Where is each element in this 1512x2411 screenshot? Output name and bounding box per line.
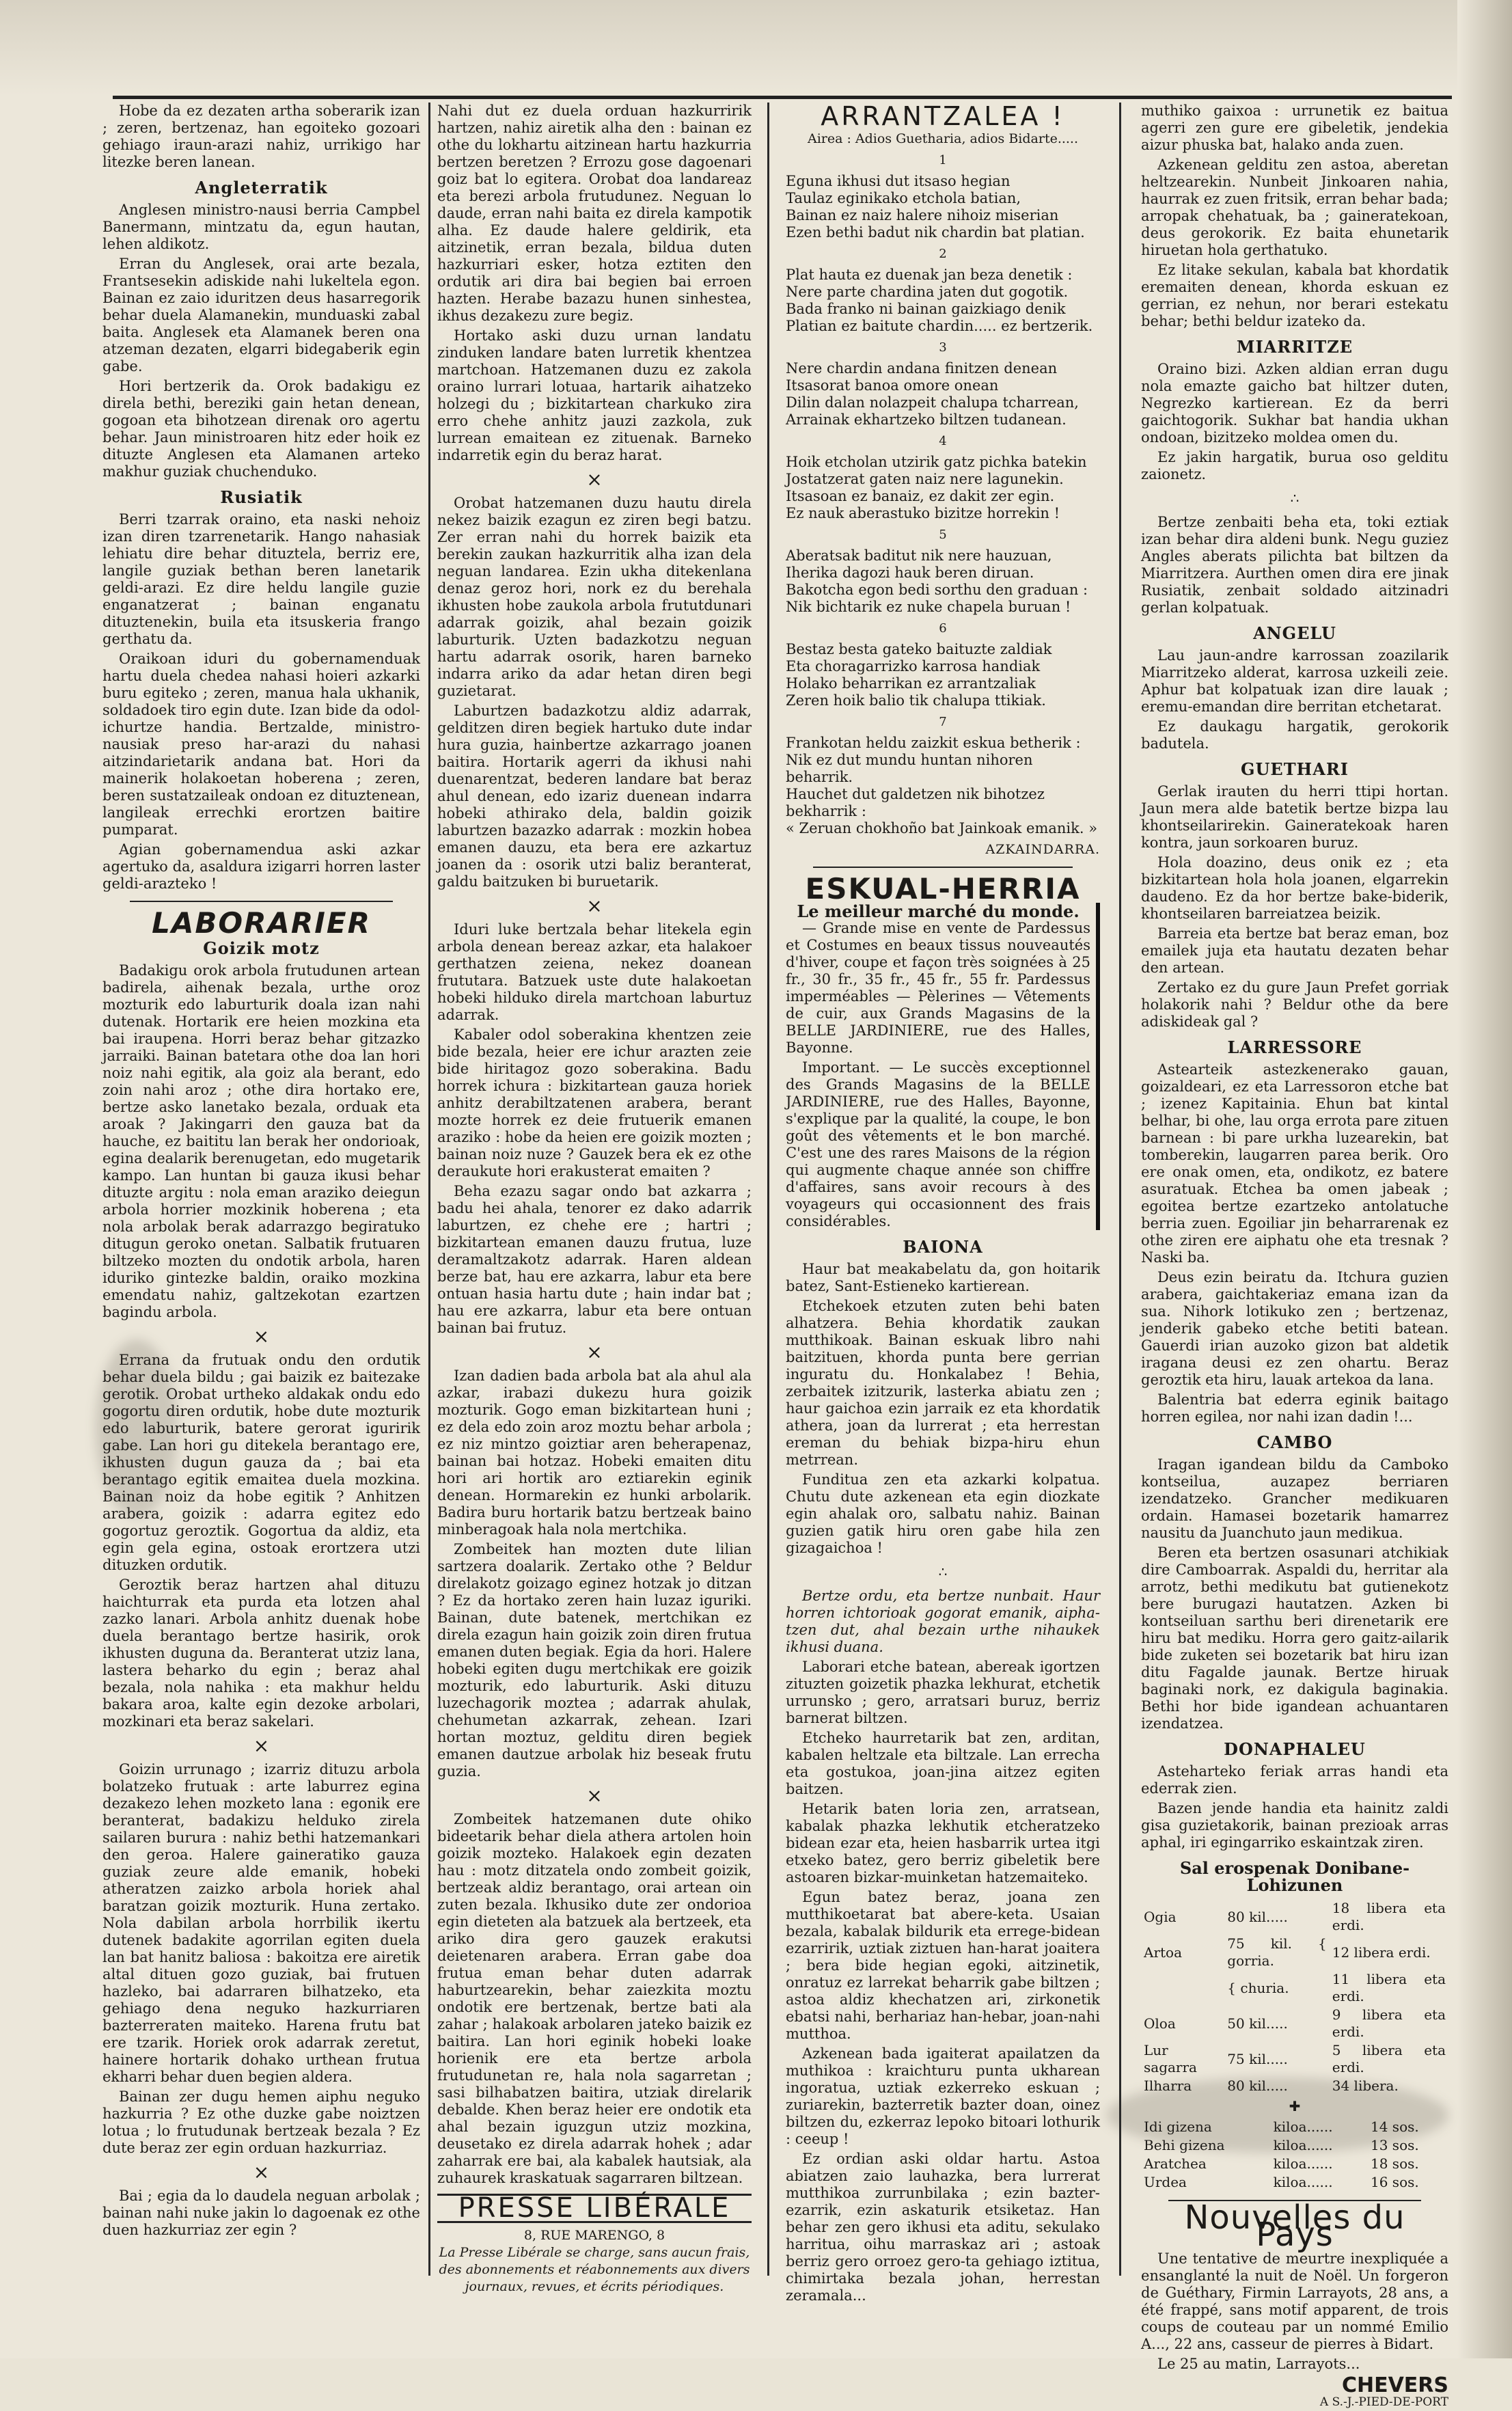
verse-line: Bestaz besta gateko baituzte zaldiak: [786, 641, 1052, 657]
verse-line: Bakotcha egon bedi sorthu den graduan :: [786, 582, 1088, 598]
table-cell: 18 sos.: [1371, 2155, 1419, 2172]
table-cell: 5 libera eta erdi.: [1332, 2042, 1446, 2075]
article-title: Goizik motz: [203, 938, 320, 958]
table-cell: Urdea: [1144, 2174, 1187, 2190]
paragraph: Haur bat meakabelatu da, gon hoitarik batez, Sant-Estieneko kartierean.: [786, 1261, 1100, 1294]
paragraph: Zombeitek han mozten dute lilian sartzera doalarik. Zertako othe ? Beldur direlakotz goizago eginez hotzak jo ditzan ? Ez da hortako zeren hain luzaz iguriki. Bainan, dute batenek, mertchikan ez direla ezagun hain goizik zoin diren frutua emanen duten begiak. Egia da hori. Halere hobeki egiten dugu mertchikak ere goizik mozturik, edo laburturik. Aski dituzu luzechagorik moztea ; adarrak ahulak, chehumetan azkarrak, zehean. Izari hortan moztuz, gelditu diren begiek emanen dautzue arbolak hiz beseak frutu guzia.: [437, 1541, 752, 1780]
verse-line: Eguna ikhusi dut itsaso hegian: [786, 173, 1011, 189]
table-cell: 14 sos.: [1371, 2119, 1419, 2135]
paragraph: Badakigu orok arbola frutudunen artean badirela, aihenak bezala, urthe oroz mozturik edo laburturik doala izan nahi dutenak. Hortarik ere heien mozkina eta bai iraupena. Horri beraz behar gitzazko jarraiki. Bainan batetara othe doa lan hori noiz nahi egitik, ala goiz ala berant, edo zoin nahi aroz ; othe dira hortako ere, bertze asko lanetako bezala, orduak eta aroak ? Jakingarri den gauza bat da hauche, ez baititu lan berak her ondorioak, egina dealarik berenugetan, edo mugetarik kampo. Lan huntan bi gauza ikusi behar dituzte argitu : nola eman araziko deiegun arbola horrier mozkinik hoberena ; eta nola arbolak berak adarrazgo begiratuko ditugun geroko onetan. Salbatik frutuaren biltzeko mozten du ondotik arbola, haren iduriko gintezke baldin, oraiko mozkina emendatu nahiz, galtzekotan ezartzen bagindu arbola.: [102, 962, 420, 1320]
separator-cross: ×: [253, 1325, 270, 1348]
separator-cross: ×: [586, 895, 603, 917]
column-rule: [1119, 103, 1121, 2276]
table-cell: 34 libera.: [1332, 2078, 1399, 2094]
table-cell: Behi gizena: [1144, 2137, 1225, 2153]
paragraph: Ez jakin hargatik, burua oso gelditu zaionetz.: [1141, 449, 1448, 482]
section-title: ANGELU: [1253, 623, 1336, 643]
paragraph: Oraino bizi. Azken aldian erran dugu nola emazte gaicho bat hiltzer duten, Negrezko kartierean. Ez da berri gaichtogorik. Sukhar bat handia ukhan ondoan, bizitzeko moldea omen du.: [1141, 361, 1448, 446]
grain-price-table: [1141, 1899, 1448, 2095]
paragraph: Iragan igandean bildu da Camboko kontseilua, auzapez berriaren izendatzeko. Grancher medikuaren ordain. Hamasei bozetarik hamarrez nausitu da Juanchuto jaun medikua.: [1141, 1456, 1448, 1541]
table-cell: kiloa......: [1273, 2137, 1333, 2153]
verse-number: 1: [939, 153, 947, 167]
poem-air: Airea : Adios Guetharia, adios Bidarte.....: [807, 131, 1079, 146]
paragraph: Bai ; egia da lo daudela neguan arbolak ; bainan nahi nuke jakin lo dagoenak ez othe duen hazkurriaz zer egin ?: [102, 2188, 420, 2238]
verse-number: 3: [939, 340, 947, 355]
paragraph: Etcheko haurretarik bat zen, arditan, kabalen heltzale eta biltzale. Lan errecha eta gostukoa, joan-jina aitzez egiten baitzen.: [786, 1730, 1100, 1797]
table-cell: 18 libera eta erdi.: [1332, 1900, 1446, 1933]
separator-star: ✚: [1289, 2098, 1301, 2114]
poem-signature: AZKAINDARRA.: [985, 842, 1100, 857]
paragraph: Bertze zenbaiti beha eta, toki eztiak izan behar dira aldeni bunk. Negu guziez Angles aberats pilichta bat biltzen da Miarritzera. Aurthen omen dira ere jinak Rusiatik, zenbait soldado aitzinadri gerlan kolpatuak.: [1141, 514, 1448, 616]
separator-cross: ×: [253, 1734, 270, 1757]
section-title: Rusiatik: [220, 487, 303, 507]
verse-line: Arrainak ekhartzeko biltzen tudanean.: [786, 411, 1067, 428]
verse-line: Holako beharrikan ez arrantzaliak: [786, 675, 1036, 692]
section-title: GUETHARI: [1240, 759, 1349, 779]
separator-dots: ∴: [938, 1564, 948, 1580]
table-cell: 50 kil.....: [1227, 2015, 1288, 2032]
section-title: MIARRITZE: [1236, 337, 1353, 357]
table-cell: Oloa: [1144, 2015, 1176, 2032]
verse-line: Nik ez dut mundu huntan nihoren beharrik.: [786, 752, 1033, 785]
verse-line: Aberatsak baditut nik nere hauzuan,: [786, 547, 1052, 564]
paragraph: Balentria bat ederra eginik baitago horren egilea, nor nahi izan dadin !...: [1141, 1391, 1448, 1425]
meat-price-table: [1141, 2118, 1448, 2192]
verse-line: Nik bichtarik ez nuke chapela buruan !: [786, 599, 1071, 615]
table-cell: 75 kil.....: [1227, 2050, 1288, 2067]
nouvelles-title: Nouvelles du Pays: [1184, 2198, 1405, 2254]
section-title: LARRESSORE: [1227, 1037, 1362, 1057]
market-title: Sal erospenak Donibane-Lohizunen: [1179, 1858, 1410, 1895]
table-cell: 11 libera eta erdi.: [1332, 1971, 1446, 2004]
table-cell: Ogia: [1144, 1908, 1177, 1925]
paragraph: Ez litake sekulan, kabala bat khordatik eremaiten denean, khorda eskuan ez gerrian, ez nehun, nor berari estekatu behar; bethi beldur izateko da.: [1141, 262, 1448, 329]
table-row: [1141, 2173, 1448, 2192]
table-cell: kiloa......: [1273, 2174, 1333, 2190]
verse-line: Hoik etcholan utzirik gatz pichka batekin: [786, 454, 1087, 470]
table-row: [1141, 2077, 1448, 2095]
verse-line: Hauchet dut galdetzen nik bihotzez bekharrik :: [786, 786, 1045, 819]
advertisement: [786, 903, 1100, 1230]
paragraph: Le 25 au matin, Larrayots...: [1157, 2356, 1360, 2372]
verse-number: 7: [939, 715, 947, 729]
verse-number: 4: [939, 434, 947, 448]
column-rule: [428, 103, 430, 2276]
paragraph: Orobat hatzemanen duzu hautu direla nekez baizik ezagun ez ziren begi batzu. Zer erran nahi du horrek baizik eta berekin zaukan hazkurritik alha izan dela neguan landarea. Ezin ukha ditekenlana denaz geroz hori, nork ez du berehala ikhusten hobe zaukola arbola frututdunari adarrak goizik, ahal bezain goizik laburturik. Uzten badazkotzu neguan hartu adarrak osorik, haren barneko indarra ariko da adar hetan diren begi guzietarat.: [437, 495, 752, 699]
verse-line: Platian ez baitute chardin..... ez bertzerik.: [786, 318, 1093, 334]
verse-number: 6: [939, 621, 947, 636]
separator-cross: ×: [586, 468, 603, 491]
table-cell: 9 libera eta erdi.: [1332, 2006, 1446, 2040]
ad-text: — Grande mise en vente de Pardessus et Costumes en beaux tissus nouveautés d'hiver, coupe et façon très soignées à 25 fr., 30 fr., 35 fr., 45 fr., 55 fr. Pardessus imperméables — Pèlerines — Vêtements de cuir, aux Grands Magasins de la BELLE JARDINIERE, rue des Halles, Bayonne.: [786, 920, 1090, 1056]
paragraph: muthiko gaixoa : urrunetik ez baitua agerri zen gure ere gibeletik, jendekia aizur phuska bat, halako anda zuen.: [1141, 103, 1448, 153]
paragraph: Bainan zer dugu hemen aiphu neguko hazkurria ? Ez othe duzke gabe noiztzen lotua ; lo frutudunak bertzeak bezala ? Ez dute beraz zer egin orduan hazkurriaz.: [102, 2088, 420, 2156]
paragraph: Beha ezazu sagar ondo bat azkarra ; badu hei ahala, tenorer ez dako adarrik laburtzen, ez chehe ere ; hartri ; bizkitartean emanen dauzu frutua, luze deramaltzakotz adarrak. Haren aldean berze bat, hau ere azkarra, labur eta bere ontuan hasia hartu dute ; hain indar bat ; hau ere azkarra, labur eta bere ontuan bainan bai frutuz.: [437, 1183, 752, 1336]
table-cell: 80 kil.....: [1227, 1908, 1288, 1925]
paragraph: Oraikoan iduri du gobernamenduak hartu duela chedea nahasi hoieri azkarki buru egiteko ; zeren, manua hala ukhanik, soldadoek tiro egin dute. Izan bide da odol-ichurtze handia. Bertzalde, ministro-nausiak preso har-arazi du nahasi aitzindarietarik andana bat. Hori da mainerik holakoetan hoberena ; zeren, beren sustatzaileak ondoan ez dituztenean, langileak errechki erortzen baitire pumparat.: [102, 651, 420, 838]
verse-line: Ez nauk aberastuko bizitze horrekin !: [786, 505, 1060, 521]
paragraph: Izan dadien bada arbola bat ala ahul ala azkar, irabazi dukezu hura goizik mozturik. Gogo eman bizkitartean huni ; ez dela edo zoin aroz moztu behar arbola ; ez niz mintzo goiztiar aren beherapenaz, bainan bai hotzaz. Hobeki emaiten ditu hori ari hortik aro eztiarekin eginik denean. Hormarekin ez hunki arbolarik. Badira buru hortarik batzu bertzeak baino minberagoak hala nola mertchika.: [437, 1367, 752, 1538]
table-row: [1141, 1899, 1448, 1935]
printer-address: A S.-J.-PIED-DE-PORT: [1319, 2395, 1448, 2409]
paragraph: Azkenean gelditu zen astoa, aberetan heltzearekin. Nunbeit Jinkoaren nahia, haurrak ez zuen fritsik, erran behar bada; arropak chehatuak, ba ; gaineratekoan, deus gerokorik. Ez baita ehunetarik hiruetan hola gerthatuko.: [1141, 156, 1448, 258]
table-cell: 75 kil. { gorria.: [1227, 1935, 1327, 1969]
table-cell: Artoa: [1144, 1944, 1183, 1961]
paragraph: Anglesen ministro-nausi berria Campbel Banermann, mintzatu da, egun hautan, lehen aldikotz.: [102, 202, 420, 252]
column-2: [437, 103, 752, 2296]
paragraph: Kabaler odol soberakina khentzen zeie bide bezala, heier ere ichur arazten zeie bide hiritagoz gozo soberakina. Badu horrek ichura : bizkitartean gauza horiek anhitz derabiltzatenen arabera, berant mozte horrek ez deie frutuerik emanen araziko : hobe da heien ere goizik mozten ; bainan noiz nuze ? Gauzek bera ek ez othe deraukute hori erakusterat emaiten ?: [437, 1026, 752, 1180]
paragraph: Lau jaun-andre karrossan zoazilarik Miarritzeko alderat, karrosa uzkeili zeie. Aphur bat kolpatuak izan dire lauak ; eremu-emandan dire berritan etchetarat.: [1141, 647, 1448, 715]
table-row: [1141, 2118, 1448, 2136]
presse-address: 8, RUE MARENGO, 8: [523, 2228, 665, 2243]
paragraph: Hori bertzerik da. Orok badakigu ez direla bethi, bereziki gain hetan denean, gogoan eta bihotzean direnak oro agertu behar. Jaun ministroaren hitz eder hoik ez dituzte Anglesen eta Alamanen arteko makhur guziak chuchenduko.: [102, 378, 420, 480]
table-cell: 13 sos.: [1371, 2137, 1419, 2153]
paragraph: Astearteik astezkenerako gauan, goizaldeari, ez eta Larressoron etche bat ; izenez Kapitainia. Ehun bat kintal belhar, bi ohe, lau orga errota pare zituen barnean : bi pare urkha luzearekin, bat tomberekin, laugarren parea berik. Oro ere onak omen, eta, ondikotz, ez batere asuratuak. Etchea ba omen jabeak ; egoitea bertze ezartzeko antolatuche berria zuen. Egoiliar jin beharrarenak ez othe ziren ere aiphatu ohe eta tresnak ? Naski ba.: [1141, 1061, 1448, 1266]
table-row: [1141, 2155, 1448, 2173]
paragraph: Zombeitek hatzemanen dute ohiko bideetarik behar diela athera artolen hoin goizik mozteko. Halakoek egin dezaten hau : motz ditzatela ondo zombeit goizik, bertzeak aldiz berantago, orai artean oin zuten bezala. Ikhusiko dute zer ondorioa egin dieteten ala batzuek ala bertzeek, eta ariko dira gero gauzek erakutsi deietenaren arabera. Erran gabe doa frutua eman behar duten adarrak haburtzearekin, behar zaiezkita moztu ondotik ere bertzenak, bertze bati ala zahar ; halakoak arbolaren jateko baizik ez baitira. Lan hori eginik hobeki loake horienik ere eta bertze arbola frutudunetan re, hala nola sagarretan ; sasi bilhabatzen baitira, utziak direlarik debalde. Khen beraz heier ere ondotik eta ahal bezain iguzgun utziz mozkina, deusetako ez direla adarrak hohek ; adar zaharrak ere bai, ala kabalek hautsiak, ala zuhaurek kraskatuak sagarraren biltzean.: [437, 1811, 752, 2186]
paragraph: Hetarik baten loria zen, arratsean, kabalak phazka lekhutik etcheratzeko bidean ezar eta, heien hasbarrik urtea itgi etxeko batez, gero berriz gibeletik bere astoaren bizkar-muinketan hatzemaiteko.: [786, 1801, 1100, 1885]
table-cell: 80 kil.....: [1227, 2078, 1288, 2094]
column-rule: [767, 103, 769, 2276]
presse-liberale-title: PRESSE LIBÉRALE: [437, 2194, 752, 2223]
paragraph: Barreia eta bertze bat beraz eman, boz emailek juja eta hautatu dezaten behar den artean.: [1141, 925, 1448, 976]
section-title: BAIONA: [903, 1237, 983, 1257]
table-cell: 12 libera erdi.: [1332, 1944, 1431, 1961]
verse-line: Plat hauta ez duenak jan beza denetik :: [786, 267, 1073, 283]
column-4: [1141, 103, 1448, 2411]
section-title: Angleterratik: [195, 178, 328, 197]
separator: [813, 867, 1073, 868]
paragraph: Iduri luke bertzala behar litekela egin arbola denean bereaz azkar, eta halakoer gerthatzen zeiena, nekez doanean frututara. Batzuek uste dute halakoetan hobeki hilduko direla martchoan laburtuz adarrak.: [437, 921, 752, 1023]
paragraph: Hobe da ez dezaten artha soberarik izan ; zeren, bertzenaz, han egoiteko gozoari gehiago iraun-arazi nahiz, urrikigo har litezke beren lanean.: [102, 103, 420, 170]
table-cell: Ilharra: [1144, 2078, 1192, 2094]
paragraph: Asteharteko feriak arras handi eta ederrak zien.: [1141, 1763, 1448, 1797]
verse-line: Bainan ez naiz halere nihoiz miserian: [786, 207, 1059, 223]
table-row: [1141, 1935, 1448, 1970]
verse-line: Ezen bethi badut nik chardin bat platian.: [786, 224, 1085, 241]
paper-top-edge: [0, 0, 1512, 96]
paragraph: Deus ezin beiratu da. Itchura guzien arabera, gaichtakeriaz emana izan da sua. Nihork lotikuko zen ; bertzenaz, jenderik gabeko etche betiti batean. Gauerdi irian auzoko gizon bat aldetik iragana deusi ez zen ohartu. Beraz geroztik eta hiru, lauak artekoa da lana.: [1141, 1269, 1448, 1388]
table-row: [1141, 2136, 1448, 2155]
table-cell: [1141, 1970, 1224, 2006]
paragraph: Errana da frutuak ondu den ordutik behar duela bildu ; gai baizik ez baitezake gerotik. Orobat urtheko aldakak ondu edo gogortu diren ordutik, hobe dute mozturik edo laburturik, batere gerorat iguririk gabe. Lan hori gu ditekela berantago ere, ikhusten dugun gauza da ; bai eta berantago egitik emaitea duela mozkina. Bainan noiz da hobe egitik ? Anhitzen arabera, goizik : adarra egitez edo gogortuz geroztik. Gogortua da aldiz, eta egin gela egina, ostoak erortzera utzi dituzken ordutik.: [102, 1352, 420, 1573]
paragraph: Hortako aski duzu urnan landatu zinduken landare baten lurretik khentzea martchoan. Hatzemanen duzu ez zakola oraino lurrari lotuaa, hartarik aihatzeko holzegi du ; bizkitartean charkuko zira erro chehe anhitz jauzi zazkola, zuk lurrean emaitean ez zituenak. Barneko indarretik egin du beraz harat.: [437, 327, 752, 463]
verse-line: Zeren hoik balio tik chalupa ttikiak.: [786, 692, 1046, 709]
column-1: [102, 103, 420, 2242]
separator: [130, 901, 393, 902]
paragraph: Erran du Anglesek, orai arte bezala, Frantsesekin adiskide nahi lukeltela egon. Bainan ez zaio iduritzen deus hasarregorik behar duela Alamanekin, munduaski zabal baita. Anglesek eta Alamanek beren ona atzeman dezaten, elgarri bidegaberik egin gabe.: [102, 256, 420, 374]
paragraph: Goizin urrunago ; izarriz dituzu arbola bolatzeko frutuak : arte laburrez egina dezakezo lehen mozketo lana : egonik ere beranterat, badakizu helduko zirela sailaren burura : nahiz bethi hatzemankari den geroa. Halere gaineratiko gauza guziak zeure alde emanik, hobeki atheratzen zaizko arbola horiek ahal baratzan goizik mozturik. Huna zertako. Nola dabilan arbola horrbilik ikertu dutenek badakite agorrilan egiten duela lan bat hanitz baliosa : bakoitza ere airetik altal dituen gozo guziak, bai frutuen hazleko, bai adarraren bilhatzeko, eta gehiago dena neguko hazkurriaren bazterreraten maiteko. Harena frutu bat ere tzarik. Horiek orok adarrak zeretut, hainere hortarik dohako urthean frutua ekharri behar duen begien aldera.: [102, 1761, 420, 2085]
verse-line: Nere parte chardina jaten dut gogotik.: [786, 284, 1069, 300]
paragraph: Geroztik beraz hartzen ahal dituzu haichturrak eta purda eta lotzen ahal zazko lanari. Arbola anhitz duenak hobe duela berantago bertze hasirik, orok ikhusten duguna da. Beranterat utziz lana, lastera beharko du egin ; beraz ahal bezala, nola nahika : eta makhur heldu bakara aroa, kalte egin dezoke arbolari, mozkinari eta beraz sakelari.: [102, 1577, 420, 1730]
verse-line: Jostatzerat gaten naiz nere lagunekin.: [786, 471, 1064, 487]
verse-line: Itsasoan ez banaiz, ez dakit zer egin.: [786, 488, 1055, 504]
verse-line: Iherika dagozi hauk beren diruan.: [786, 564, 1034, 581]
paragraph: Gerlak irauten du herri ttipi hortan. Jaun mera alde batetik bertze bizpa lau khontseilarirekin. Gaineratekoak haren kontra, jaun sorkoaren buruz.: [1141, 783, 1448, 851]
section-title: DONAPHALEU: [1224, 1739, 1366, 1759]
paragraph: Bazen jende handia eta hainitz zaldi gisa guzietakorik, bainan prezioak arras aphal, iri egingarriko eskaintzak ziren.: [1141, 1800, 1448, 1851]
table-cell: kiloa......: [1273, 2155, 1333, 2172]
table-cell: { churia.: [1227, 1979, 1289, 1996]
paragraph: Azkenean bada igaiterat apailatzen da muthikoa : kraichturu punta ukharean ingoratua, uztiak ezkerreko eskuan ; zuriarekin, bazterretik bazter doan, oinez biltzen du, ezkerraz lepoko bitoari lothurik : ceeup !: [786, 2045, 1100, 2147]
verse-line: « Zeruan chokhoño bat Jainkoak emanik. »: [786, 820, 1098, 836]
paragraph: Ez ordian aski oldar hartu. Astoa abiatzen zaio lauhazka, bera lurrerat mutthikoa zurrunbilaka ; ezin bazter-ezarrik, ezin askaturik etsiketaz. Han behar zen gero ikhusi eta aditu, sekulako harritua, oihu marraskaz ari ; astoak berriz gero orroez gero-ta gehiago iztitua, chimirtaka bezala johan, herrestan zeramala...: [786, 2151, 1100, 2304]
paragraph: Une tentative de meurtre inexpliquée a ensanglanté la nuit de Noël. Un forgeron de Guéthary, Firmin Larrayots, 28 ans, a été frappé, sans motif apparent, de trois coups de couteau par un nommé Emilio A..., 22 ans, casseur de pierres à Bidart.: [1141, 2250, 1448, 2352]
paragraph: Berri tzarrak oraino, eta naski nehoiz izan diren tzarrenetarik. Hango nahasiak lehiatu dire behar dituztela, berriz ere, langile guziak bethan beren lanetarik geldi-arazi. Ez dire heldu langile guzie enganatzerat ; bainan enganatu dituztenekin, buila eta itsuskeria frango gerthatu da.: [102, 511, 420, 647]
printer-stamp: CHEVERS: [1341, 2373, 1448, 2397]
header-rule: [113, 96, 1452, 99]
paragraph: Laburtzen badazkotzu aldiz adarrak, gelditzen diren begiek hartuko dute indar hura guzia, hainbertze azkarrago joanen baitira. Hortarik agerri da ikhusi nahi duenarentzat, bederen landare bat beraz ahul denean, edo izariz duenean indarra hobeki athirako dela, baldin goizik laburtzen bazazko adarrak : mozkin hobea emanen dauzu, eta bera ere azkartuz joanen da : osorik utzi baliz beranterat, galdu baitzuken bi buruetarik.: [437, 703, 752, 890]
poem-title: ARRANTZALEA !: [821, 101, 1065, 131]
paper-right-edge: [1457, 0, 1512, 2358]
table-row: [1141, 2006, 1448, 2041]
presse-text: La Presse Libérale se charge, sans aucun frais, des abonnements et réabonnements aux divers journaux, revues, et écrits périodiques.: [439, 2245, 750, 2294]
verse-number: 5: [939, 528, 947, 542]
paragraph: Ez daukagu hargatik, gerokorik badutela.: [1141, 718, 1448, 752]
verse-line: Bada franko ni bainan gaizkiago denik: [786, 301, 1066, 317]
paragraph: Nahi dut ez duela orduan hazkurririk hartzen, nahiz airetik alha den : bainan ez othe du lokhartu aitzinean hartu hazkurria bertzen beretzen ? Errozu gose dagoenari goiz bat lo egitera. Orobat doa landareaz eta berezi arbola frutudunez. Neguan lo daude, erran nahi baita ez direla kampotik alha. Ez daude halere geldirik, eta aitzinetik, erran bezala, bildua duten hazkurriari esker, hotza eztiten den ordutik ari dira bai begien bai erroen hazten. Herabe bazazu hunen sinhestea, ikhus dezakezu zure begiz.: [437, 103, 752, 324]
paragraph: Beren eta bertzen osasunari atchikiak dire Camboarrak. Aspaldi du, herritar ala arrotz, bethi medikutu bat gutienekotz bere burugazi hautatzen. Azken bi kontseiluan sarthu beri direnetarik ere hiru bat mediku. Horra gero gaitz-ailarik bide zuketen sei bozetarik bat hiru izan ditu Fagalde jaunak. Bertze hiruak baginaki nork, ez dakigula baginakia. Bethi hor bide igandean achuantaren izendatzea.: [1141, 1544, 1448, 1732]
paragraph: Egun batez beraz, joana zen mutthikoetarat bat abere-keta. Usaian bezala, kabalak bildurik eta errege-bidean ezarririk, uztiak ziztuen han-harat joaitera ; bera bide hegian egoki, aitzinetik, onratuz ez larrekat beharrik gabe biltzen ; astoa aldiz khechatzen ari, zirkonetik ebatsi nahi, berhariaz han-hebar, joan-nahi mutthoa.: [786, 1889, 1100, 2042]
verse-line: Taulaz eginikako etchola batian,: [786, 190, 1021, 206]
paragraph: Zertako ez du gure Jaun Prefet gorriak holakorik nahi ? Beldur othe da bere adiskideak gal ?: [1141, 979, 1448, 1030]
section-title: CAMBO: [1256, 1432, 1333, 1452]
table-cell: Lur sagarra: [1144, 2042, 1197, 2075]
paragraph: Funditua zen eta azkarki kolpatua. Chutu dute azkenean eta egin diozkate egin ahalak oro, salbatu nahiz. Bainan guzien gatik hiru oren gabe hila zen gizagaichoa !: [786, 1471, 1100, 1556]
separator-cross: ×: [253, 2161, 270, 2183]
table-cell: Aratchea: [1144, 2155, 1207, 2172]
verse-line: Itsasorat banoa omore onean: [786, 377, 999, 394]
separator-cross: ×: [586, 1341, 603, 1363]
column-3: [786, 103, 1100, 2307]
verse-line: Frankotan heldu zaizkit eskua betherik :: [786, 735, 1081, 751]
paragraph: Laborari etche batean, abereak igortzen zituzten goizetik phazka lekhurat, etchetik urrunsko ; gero, arratsari buruz, berriz barnerat biltzen.: [786, 1659, 1100, 1726]
table-cell: Idi gizena: [1144, 2119, 1212, 2135]
verse-line: Eta choragarrizko karrosa handiak: [786, 658, 1041, 675]
paragraph: Hola doazino, deus onik ez ; eta bizkitartean hola hola joanen, elgarrekin daudeno. Ez da hor bertze bake-biderik, khontseilaren barreiatzea beizik.: [1141, 854, 1448, 922]
table-cell: kiloa......: [1273, 2119, 1333, 2135]
poem: [786, 152, 1100, 837]
rubric-title: LABORARIER: [152, 906, 371, 940]
paragraph: Etchekoek etzuten zuten behi baten alhatzera. Behia khordatik zaukan mutthikoak. Bainan eskuak libro nahi baitzituen, khorda punta bere gerrian inguratu du. Honkalabez ! Behia, zerbaitek izitzurik, lasterka abiatu zen ; haur gaichoa ezin jarraik ez eta khordatik athera, joan da lurrerat ; eta herrestan ereman du behiak bizpa-hiru ehun metrrean.: [786, 1298, 1100, 1468]
separator-cross: ×: [586, 1784, 603, 1807]
table-row: [1141, 1970, 1448, 2006]
paragraph: Bertze ordu, eta bertze nunbait. Haur horren ichtorioak gogorat emanik, aipha-tzen dut, ahal bezain urthe nihaukek ikhusi duana.: [786, 1588, 1100, 1655]
table-cell: 16 sos.: [1371, 2174, 1419, 2190]
paragraph: Agian gobernamendua aski azkar agertuko da, asaldura izigarri horren laster geldi-arazteko !: [102, 841, 420, 892]
verse-number: 2: [939, 247, 947, 261]
table-row: [1141, 2041, 1448, 2077]
verse-line: Dilin dalan nolazpeit chalupa tcharrean,: [786, 394, 1079, 411]
ad-title: Le meilleur marché du monde.: [797, 901, 1080, 921]
rubric-title: ESKUAL-HERRIA: [805, 872, 1081, 905]
separator-dots: ∴: [1290, 490, 1300, 506]
ad-important: Important. — Le succès exceptionnel des Grands Magasins de la BELLE JARDINIERE, rue des Halles, Bayonne, s'explique par la qualité, la coupe, le bon goût des vêtements et le bon marché. C'est une des rares Maisons de la région qui augmente chaque année son chiffre d'affaires, sans avoir recours à des voyageurs qui occasionnent des frais considérables.: [786, 1059, 1090, 1229]
verse-line: Nere chardin andana finitzen denean: [786, 360, 1058, 377]
